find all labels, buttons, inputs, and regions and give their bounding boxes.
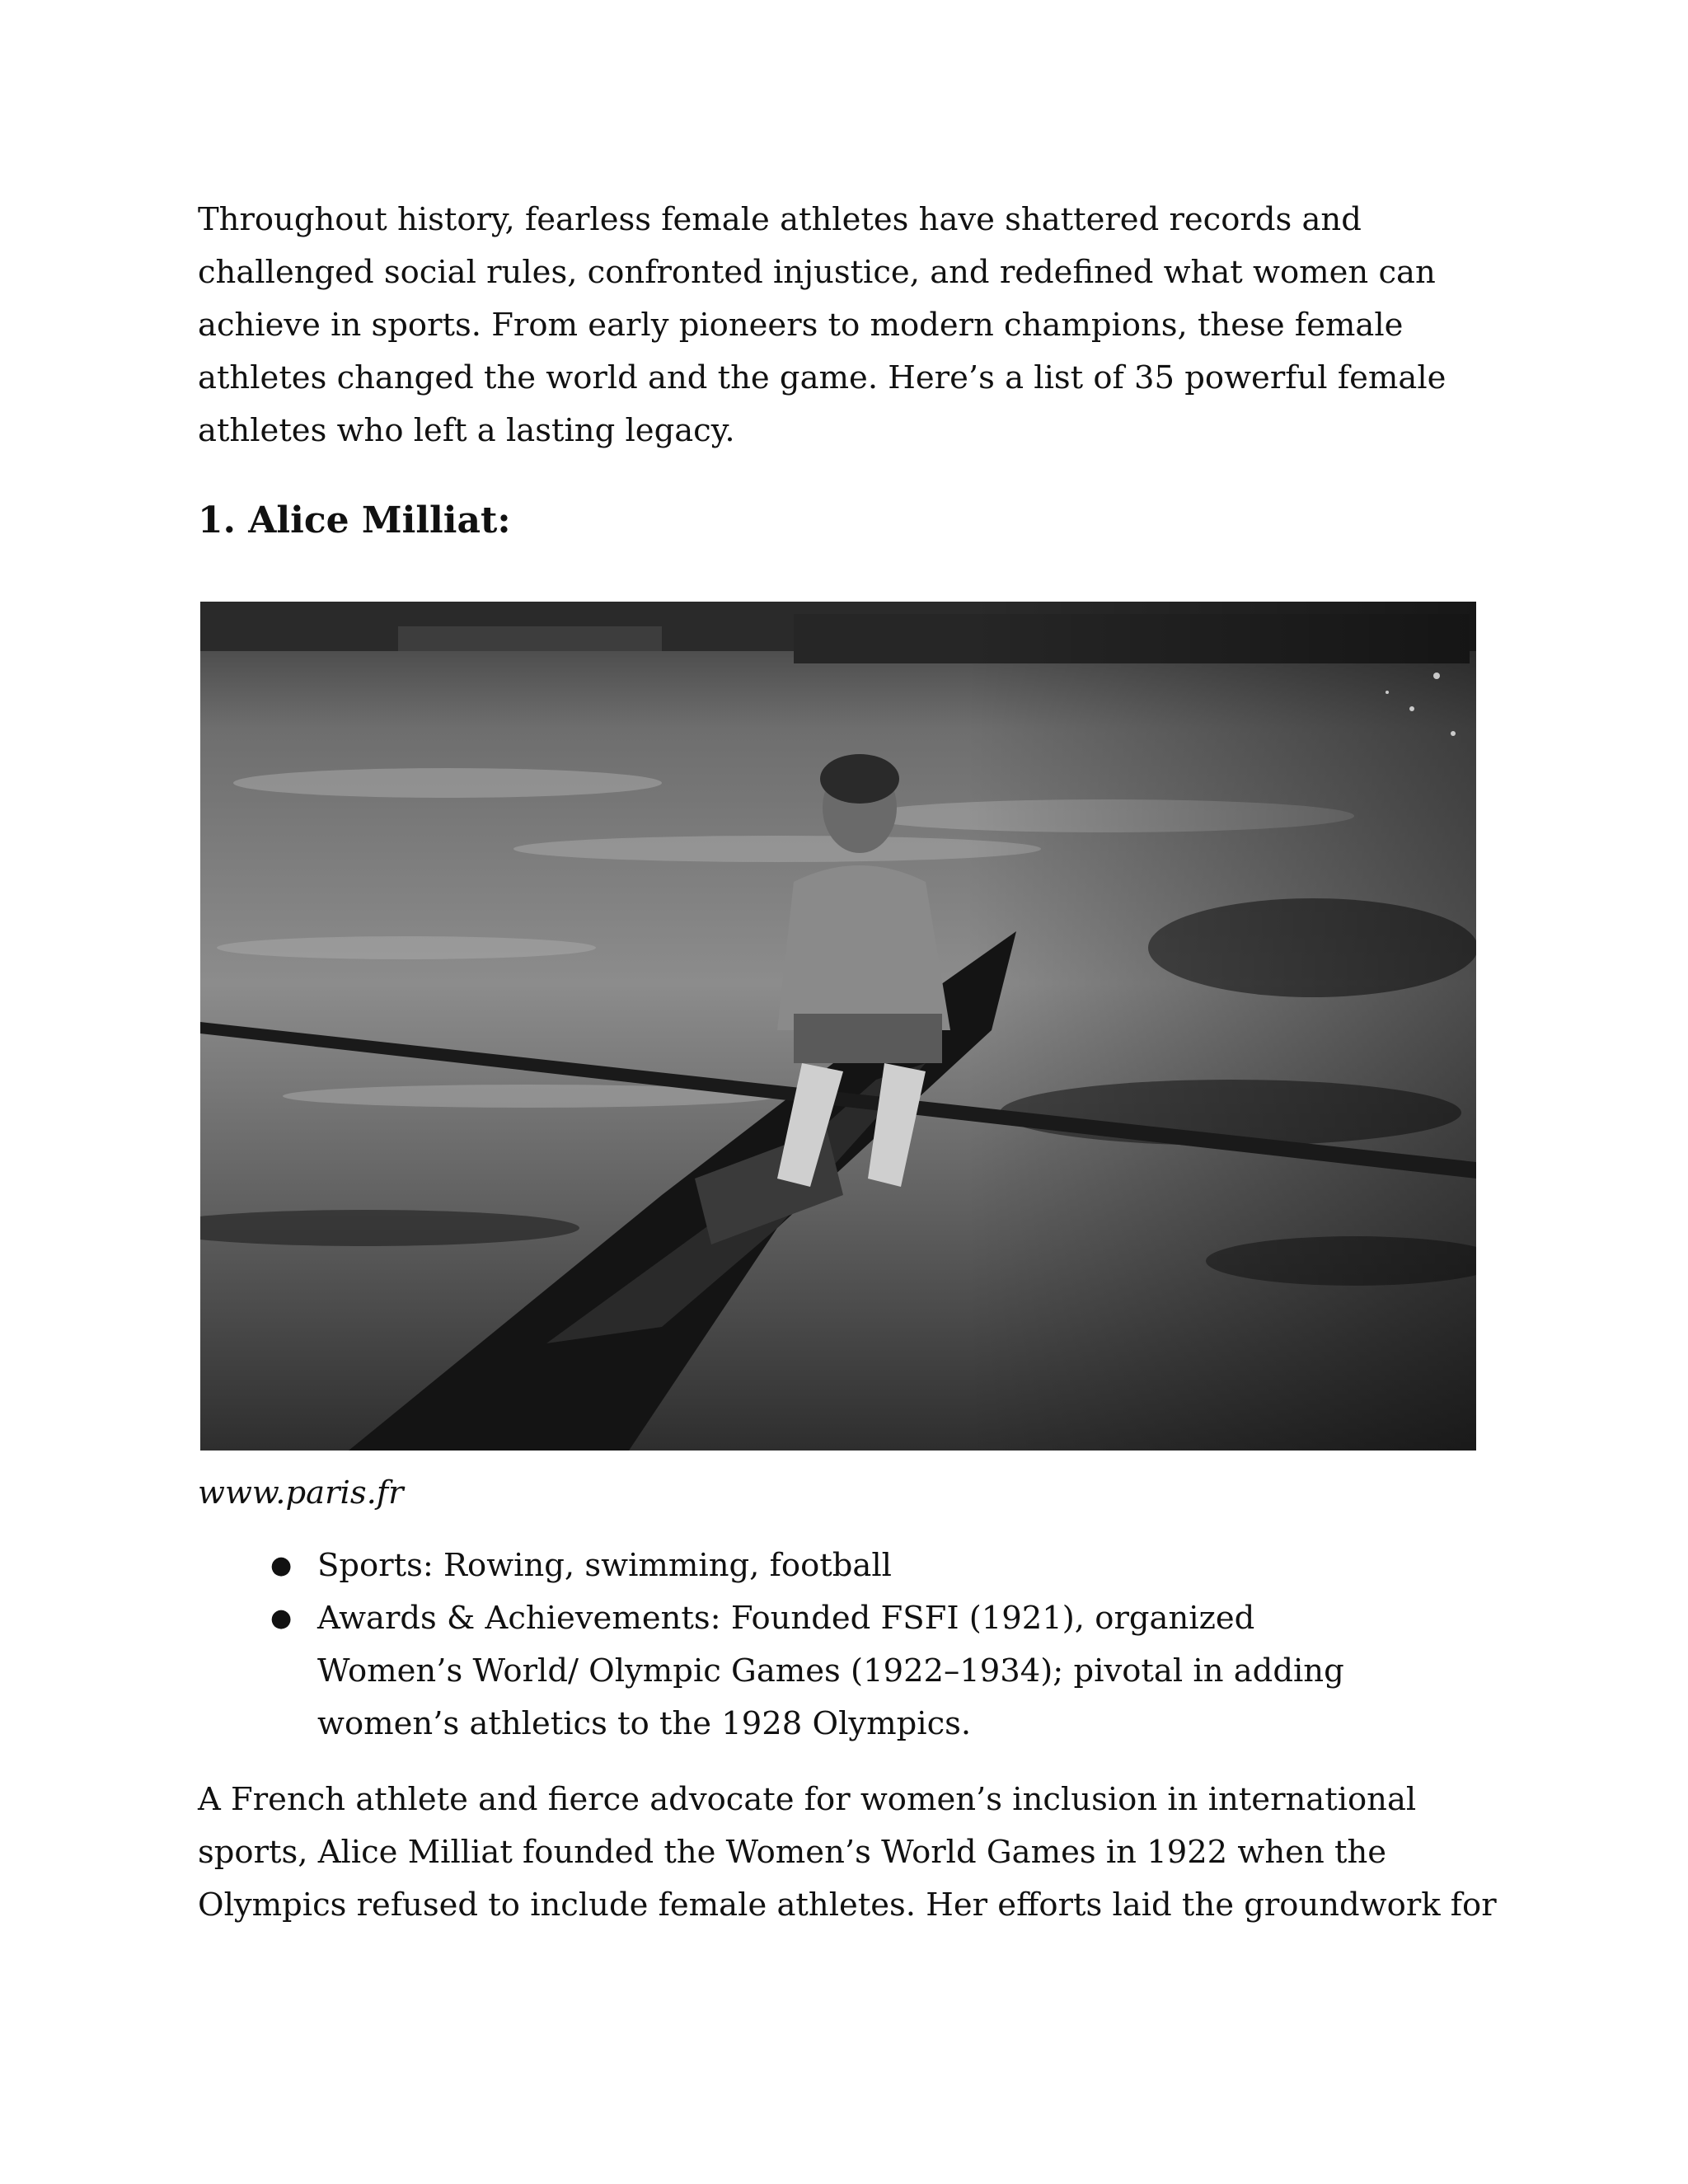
bio-paragraph: A French athlete and fierce advocate for women’s inclusion in international sports, Alice Milliat founded the Women’s World Games in 1922 when the Olympics refused to include female athletes. Her efforts laid the groundwork for	[198, 1781, 1497, 1924]
bullet-icon: ●	[270, 1604, 293, 1633]
photo-caption: www.paris.fr	[198, 1474, 404, 1511]
fact-sports: Sports: Rowing, swimming, football	[317, 1547, 892, 1584]
athlete-facts-list	[198, 1540, 1500, 1750]
athlete-photo	[200, 602, 1476, 1451]
list-item	[198, 1592, 1405, 1750]
fact-achievements: Awards & Achievements: Founded FSFI (1921), organized Women’s World/ Olympic Games (1922–1934); pivotal in adding women’s athletics to the 1928 Olympics.	[317, 1600, 1344, 1742]
intro-paragraph: Throughout history, fearless female athletes have shattered records and challenged social rules, confronted injustice, and redefined what women can achieve in sports. From early pioneers to modern champions, these female athletes changed the world and the game. Here’s a list of 35 powerful female athletes who left a lasting legacy.	[198, 201, 1447, 449]
athlete-heading: 1. Alice Milliat:	[198, 499, 511, 541]
bullet-icon: ●	[270, 1551, 293, 1580]
list-item	[198, 1540, 1405, 1592]
